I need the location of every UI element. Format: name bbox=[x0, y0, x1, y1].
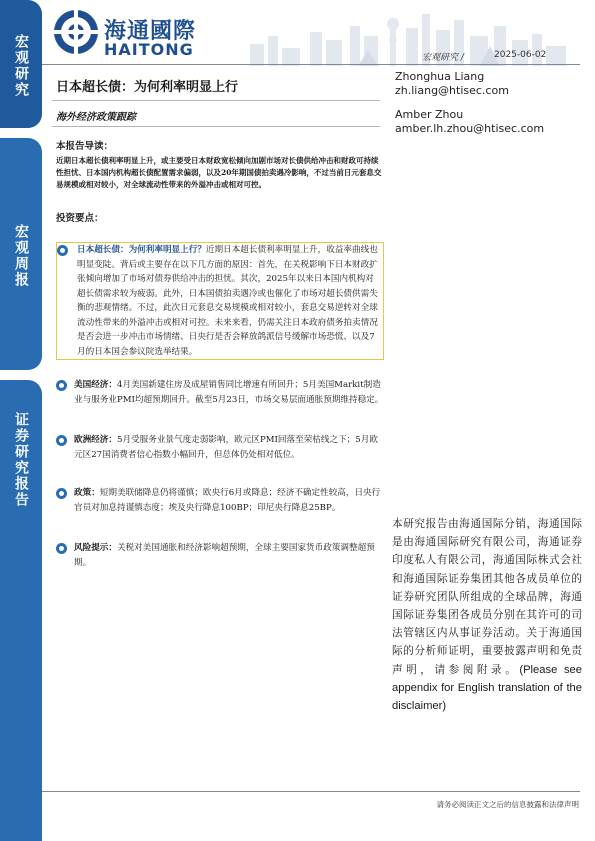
analyst-card bbox=[395, 108, 544, 136]
key-point-item bbox=[56, 242, 384, 360]
brand-name-en: HAITONG bbox=[104, 40, 194, 59]
disclosure-en: (Please see appendix for English translation of the disclaimer) bbox=[392, 663, 582, 713]
key-point-text: 5月受服务业景气度走弱影响，欧元区PMI回落至荣枯线之下；5月欧元区27国消费者信心指数小幅回升，但总体仍处相对低位。 bbox=[74, 435, 378, 460]
sidebar-label-weekly: 宏观周报 bbox=[13, 224, 29, 288]
analyst-email[interactable]: amber.lh.zhou@htisec.com bbox=[395, 122, 545, 135]
key-point-item bbox=[56, 378, 384, 407]
haitong-logo-icon bbox=[52, 8, 100, 56]
key-point-item bbox=[56, 433, 384, 462]
key-point-lead: 日本超长债：为何利率明显上行？ bbox=[77, 245, 206, 255]
key-point-lead: 政策： bbox=[74, 488, 100, 498]
bullet-icon bbox=[56, 543, 67, 554]
key-point-text: 短期美联储降息仍将谨慎；欧央行6月或降息；经济不确定性较高，日央行官员对加息持谨慎态度；埃及央行降息100BP；印尼央行降息25BP。 bbox=[74, 488, 381, 513]
bullet-icon bbox=[56, 380, 67, 391]
footer-notice: 请务必阅读正文之后的信息披露和法律声明 bbox=[436, 800, 579, 809]
header-divider bbox=[42, 64, 580, 65]
title-divider bbox=[52, 100, 380, 101]
guide-body: 近期日本超长债利率明显上升，或主要受日本财政宽松倾向加剧市场对长债供给冲击和财政可持续性担忧、日本国内机构超长债配置需求偏弱，以及20年期国债拍卖遇冷影响，不过当前日元套息交易规模或相对较小，对全球流动性带来的外溢冲击或相对可控。 bbox=[56, 156, 382, 189]
key-points-heading: 投资要点： bbox=[56, 213, 104, 224]
disclosure-cn: 本研究报告由海通国际分销，海通国际是由海通国际研究有限公司，海通证券印度私人有限公司，海通国际株式会社和海通国际证券集团其他各成员单位的证券研究团队所组成的全球品牌，海通国际证券集团各成员分别在其许可的司法管辖区内从事证券活动。关于海通国际的分析师证明，重要披露声明和免责声明，请参阅附录。 bbox=[392, 518, 582, 676]
report-date: 2025-06-02 bbox=[494, 50, 547, 60]
key-point-item bbox=[56, 486, 384, 515]
footer-divider bbox=[42, 791, 580, 792]
analyst-name: Zhonghua Liang bbox=[395, 70, 485, 83]
bullet-icon bbox=[56, 488, 67, 499]
brand-logo bbox=[52, 8, 212, 60]
guide-heading: 本报告导读： bbox=[56, 141, 114, 152]
key-point-lead: 欧洲经济： bbox=[74, 435, 117, 445]
subtitle-divider bbox=[52, 126, 380, 127]
bullet-icon bbox=[56, 435, 67, 446]
analyst-email[interactable]: zh.liang@htisec.com bbox=[395, 84, 509, 97]
analyst-name: Amber Zhou bbox=[395, 108, 464, 121]
key-point-lead: 美国经济： bbox=[74, 380, 117, 390]
left-sidebar bbox=[0, 0, 42, 841]
brand-name-cn: 海通國際 bbox=[104, 19, 197, 44]
key-point-text: 关税对美国通胀和经济影响超预期，全球主要国家货币政策调整超预期。 bbox=[74, 543, 375, 568]
key-point-text: 近期日本超长债利率明显上升，收益率曲线也明显变陡。背后或主要存在以下几方面的原因：首先，在关税影响下日本财政扩张倾向增加了市场对债券供给冲击的担忧。其次，2025年以来日本国内机构对超长债需求较为疲弱。此外，日本国债拍卖遇冷或也催化了市场对超长债供需失衡的悲观情绪。不过，此次日元套息交易规模或相对较小，套息交易逆转对全球流动性带来的外溢冲击或相对可控。未来来看，仍需关注日本政府债务拍卖情况是否会进一步冲击市场情绪、日央行是否会释放鸽派信号缓解市场恐慌、以及7月的日本国会参议院选举结果。 bbox=[77, 245, 378, 357]
key-point-text: 4月美国新建住房及成屋销售同比增速有所回升；5月美国Markit制造业与服务业PMI均超预期回升。截至5月23日，市场交易层面通胀预期维持稳定。 bbox=[74, 380, 384, 405]
key-point-item bbox=[56, 541, 384, 570]
report-title: 日本超长债：为何利率明显上行 bbox=[56, 80, 239, 95]
analyst-card bbox=[395, 70, 509, 98]
doc-type-label: 宏观研究 / bbox=[422, 53, 464, 63]
key-point-lead: 风险提示： bbox=[74, 543, 117, 553]
distribution-disclosure bbox=[392, 515, 582, 715]
bullet-icon bbox=[57, 245, 68, 256]
sidebar-label-research: 宏观研究 bbox=[13, 34, 29, 98]
report-subtitle: 海外经济政策跟踪 bbox=[56, 112, 136, 123]
sidebar-label-report: 证券研究报告 bbox=[13, 412, 29, 508]
